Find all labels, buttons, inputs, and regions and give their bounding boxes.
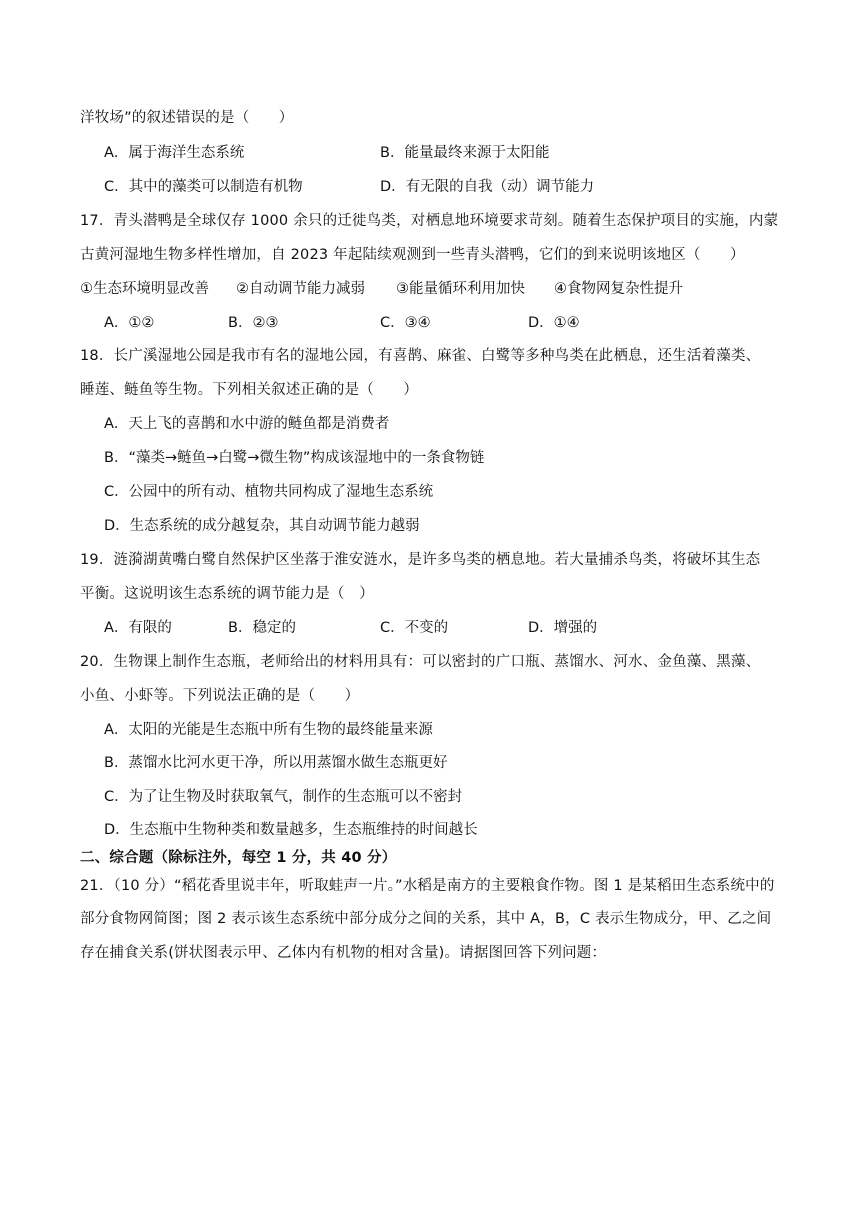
q20-option-b: B．蒸馏水比河水更干净，所以用蒸馏水做生态瓶更好	[104, 755, 448, 771]
q18-stem-line2: 睡莲、鲢鱼等生物。下列相关叙述正确的是（ ）	[80, 382, 419, 398]
q17-option-d: D．①④	[528, 315, 580, 331]
q17-item-3: ③能量循环利用加快	[396, 281, 525, 297]
q20-option-a: A．太阳的光能是生态瓶中所有生物的最终能量来源	[104, 722, 433, 738]
q18-option-c: C．公园中的所有动、植物共同构成了湿地生态系统	[104, 484, 434, 500]
q20-option-d: D．生态瓶中生物种类和数量越多，生态瓶维持的时间越长	[104, 822, 478, 838]
q21-stem-line2: 部分食物网简图；图 2 表示该生态系统中部分成分之间的关系，其中 A，B，C 表示生物成分，甲、乙之间	[80, 911, 772, 927]
q16-option-a: A．属于海洋生态系统	[104, 145, 245, 161]
q17-stem-line1: 17．青头潜鸭是全球仅存 1000 余只的迁徙鸟类，对栖息地环境要求苛刻。随着生态保护项目的实施，内蒙	[80, 213, 779, 229]
q20-stem-line1: 20．生物课上制作生态瓶，老师给出的材料用具有：可以密封的广口瓶、蒸馏水、河水、金鱼藻、黑藻、	[80, 654, 761, 670]
q17-option-a: A．①②	[104, 315, 155, 331]
q19-option-a: A．有限的	[104, 620, 172, 636]
q17-item-2: ②自动调节能力减弱	[236, 281, 365, 297]
q20-stem-line2: 小鱼、小虾等。下列说法正确的是（ ）	[80, 688, 360, 704]
q18-option-d: D．生态系统的成分越复杂，其自动调节能力越弱	[104, 518, 420, 534]
q21-stem-line1: 21．（10 分）“稻花香里说丰年，听取蛙声一片。”水稻是南方的主要粮食作物。图 1 是某稻田生态系统中的	[80, 878, 775, 894]
q19-stem-line2: 平衡。这说明该生态系统的调节能力是（ ）	[80, 586, 374, 602]
q17-item-4: ④食物网复杂性提升	[554, 281, 683, 297]
q19-option-c: C．不变的	[380, 620, 449, 636]
q21-stem-line3: 存在捕食关系(饼状图表示甲、乙体内有机物的相对含量)。请据图回答下列问题：	[80, 945, 607, 961]
q17-option-b: B．②③	[228, 315, 279, 331]
q16-option-d: D．有无限的自我（动）调节能力	[380, 179, 595, 195]
q18-stem-line1: 18．长广溪湿地公园是我市有名的湿地公园，有喜鹊、麻雀、白鹭等多种鸟类在此栖息，还生活着藻类、	[80, 348, 761, 364]
q16-option-b: B．能量最终来源于太阳能	[380, 145, 550, 161]
section-heading: 二、综合题（除标注外，每空 1 分，共 40 分）	[80, 850, 397, 866]
q19-stem-line1: 19．涟漪湖黄嘴白鹭自然保护区坐落于淮安涟水，是许多鸟类的栖息地。若大量捕杀鸟类，将破坏其生态	[80, 552, 761, 568]
q20-option-c: C．为了让生物及时获取氧气，制作的生态瓶可以不密封	[104, 789, 463, 805]
q16-stem-tail: 洋牧场”的叙述错误的是（ ）	[80, 110, 294, 126]
q18-option-a: A．天上飞的喜鹊和水中游的鲢鱼都是消费者	[104, 416, 390, 432]
q19-option-b: B．稳定的	[228, 620, 296, 636]
q17-item-1: ①生态环境明显改善	[80, 281, 209, 297]
q18-option-b: B．“藻类→鲢鱼→白鹭→微生物”构成该湿地中的一条食物链	[104, 450, 485, 466]
q17-stem-line2: 古黄河湿地生物多样性增加，自 2023 年起陆续观测到一些青头潜鸭，它们的到来说明该地区（ ）	[80, 247, 745, 263]
q16-option-c: C．其中的藻类可以制造有机物	[104, 179, 303, 195]
q17-option-c: C．③④	[380, 315, 431, 331]
q19-option-d: D．增强的	[528, 620, 598, 636]
